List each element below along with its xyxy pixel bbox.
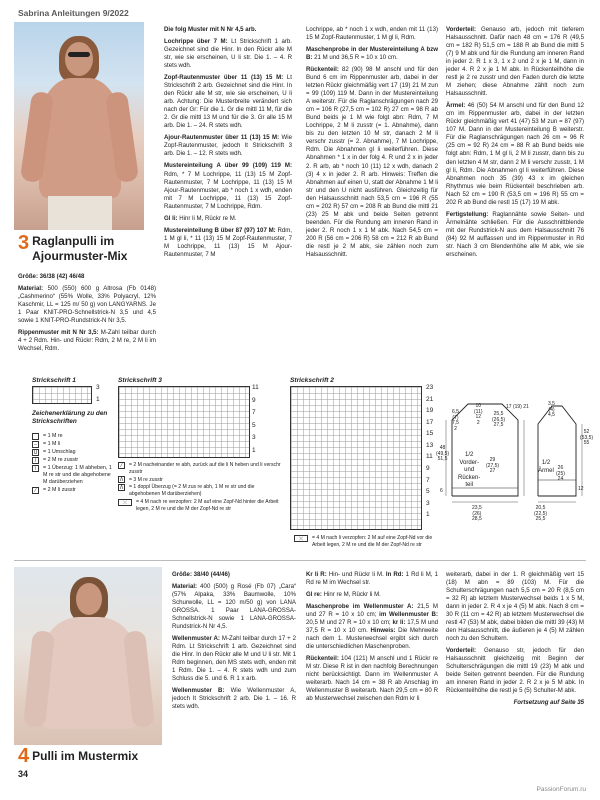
chart-2-row: 7 [426, 476, 430, 484]
schematic-side-length: 29 (27,5) 27 [486, 457, 500, 474]
pattern2-material: 400 (500) g Rosé (Fb 07) „Cara“ (57% Alpaka, 33% Baumwolle, 10% Schurwolle, LL = 120 m/50 g) von LANA GROSSA. 1 Paar LANA-GROSSA-Schnellstrick-N sowie 1 LANA-GROSSA-Rundstrick-N Nr 4,5. [172, 583, 296, 631]
chart-2-row: 1 [426, 511, 430, 519]
column-1 [18, 273, 156, 357]
schematic-body-label: 1/2 Vorder- und Rücken- teil [458, 452, 481, 488]
zopf-label: Zopf-Rautenmuster über 11 (13) 15 M: [164, 74, 284, 82]
section-divider [14, 560, 586, 561]
schematic-neck-width: 6,5 (7) 7,5 2 [452, 409, 459, 432]
ruecken-text: 82 (90) 98 M anschl und für den Bund 6 cm im Rippenmuster arb, dabei in der letzten Rückr gleichmäßig vert 17 (19) 21 M zun = 99 (109) 119 M. Dann in der Mustereinteilung A weiterstr. Für die Raglanschrägungen nach 29 cm = 106 R (27,5 cm = 102 R) 27 cm = 98 R ab Bund beids je 1 M wie folgt abn: Rdm, 7 M Lochrippe, 2 M li zusstr (= 1. Abnahme), dann bis zu den letzten 10 M str, danach 2 M li verschr zusstr (= 2. Abnahme), 7 M Lochrippe, Rdm. Die Abnahmen gl li weiterführen. Diese Abnahmen * 1 x in der folg 4. R und 2 x in jeder 2. R arb, ab * noch 10 (11) 12 x wdh, danach 2 (3) 4 x in jeder 2. R arb. Hinweis: Treffen die Abnahmen auf einen U, statt der Abnahme 1 M li str und den U nicht ausführen. Gleichzeitig für den Halsausschnitt nach 53,5 cm = 196 R (55 cm = 202 R) 57 cm = 208 R ab Bund die mittl 21 (23) 25 M abk und beide Seiten getrennt beenden. Für die Rundung am inneren Rand in jeder 2. R noch 1 x 1 M abk. Nach 54,5 cm = 200 R (56 cm = 206 R) 58 cm = 212 R ab Bund die restl je 2 M abk, sie zählen noch zum Halsausschnitt. [306, 66, 438, 258]
column-3 [306, 26, 438, 263]
ruecken-label: Rückenteil: [306, 66, 339, 74]
chart-2-row: 11 [426, 453, 433, 461]
chart-1-grid [32, 386, 92, 404]
legend-item: ⁄ = 2 M nacheinander re abh, zurück auf die li N heben und li verschr zusstr [118, 462, 286, 475]
glli-label: Gl li: [164, 214, 178, 222]
legend-col-3 [294, 535, 434, 549]
pattern2-column-1 [172, 571, 296, 716]
pattern2-ruecken-label: Rückenteil: [306, 655, 339, 663]
pattern1-title-block [18, 234, 158, 264]
legend-item: ⁄ = 2 M li zusstr [32, 487, 112, 494]
pattern1-number: 3 [18, 232, 30, 254]
k3tog-symbol-icon: Λ [119, 477, 124, 484]
legend-item: \ = 1 Überzug: 1 M abheben, 1 M re str und die abgehobene M darüberziehen [32, 465, 112, 486]
schematic-sleeve-top-width: 17 (19) 21 [506, 404, 529, 410]
schematic-body-width: 23,5 (26) 28,5 [472, 505, 482, 522]
pattern1-size: Größe: 36/38 (42) 46/48 [18, 273, 85, 280]
legend-item: / = 2 M re zusstr [32, 457, 112, 464]
chart-2-row: 9 [426, 465, 430, 473]
zopf-text: Lt Strickschrift 2 arb. Gezeichnet sind die Hinr. In den Rückr alle M str, wie sie erscheinen, U li arb. Achtung: Die Musterbreite verändert sich nach der Gr: Für die 1. Gr die mittl 11 M, für die 2. Gr die mittl 13 M und für die 3. Gr alle 15 M arb. Die 1. – 24. R stets wdh. [164, 74, 293, 130]
einteilung-b-text: Rdm, 1 M gl li, * 11 (13) 15 M Zopf-Rautenmuster, 7 M Lochrippe, 11 (13) 15 M Ajour-Rautenmuster, 7 M [164, 226, 292, 258]
ajour-label: Ajour-Rautenmuster über 11 (13) 15 M: [164, 134, 280, 142]
vorder-text: Genauso arb, jedoch mit tieferem Halsausschnitt. Dafür nach 48 cm = 176 R (49,5 cm = 182 R) 51,5 cm = 188 R ab Bund die mittl 5 (7) 9 M abk und für die Rundung am inneren Rand in jeder 2. R 1 x 3, 1 x 2 und 2 x je 1 M, dann in jeder 4. R 2 x je 1 M abk. In Rückenteilhöhe die restl je 2 re zusstr und den Faden durch die letzte M ziehen; diese Abnahme zählt noch zum Halsausschnitt. [446, 26, 584, 98]
double-decrease-symbol-icon: Λ [119, 485, 124, 492]
schematic-bund: 6 [440, 488, 443, 494]
legend-item: Λ = 1 doppl Überzug (= 2 M zus re abh, 1 M re str und die abgehobenen M darüberziehen) [119, 484, 255, 498]
schematic-sleeve-label: 1/2 Ärmel [538, 460, 554, 474]
kr-label: Kr li R: [306, 571, 327, 578]
chart-1-label: Strickschrift 1 [32, 377, 76, 384]
chart-2-row: 21 [426, 395, 434, 403]
chart-3-row: 5 [252, 421, 256, 429]
schematic-sleeve-bund: 12 [578, 486, 584, 492]
chart-3-grid [118, 386, 250, 458]
chart-3-row: 3 [252, 434, 256, 442]
aermel-label: Ärmel: [446, 102, 466, 110]
chart-2-row: 23 [426, 384, 434, 391]
pattern2-probe-b-label: im Wellenmuster B: [379, 611, 438, 619]
legend-title: Zeichenerklärung zu den Strickschriften [32, 410, 108, 426]
pattern2-ruecken-cont: weiterarb, dabei in der 1. R gleichmäßig vert 15 (18) M abn = 89 (103) M. Für die Schulterschrägungen nach 5,5 cm = 20 R (8,5 cm = 32 R) ab letztem Musterwechsel beids 1 x 5 M, dann in jeder 2. R 4 x je 4 (5) M abk. Nach 8 cm = 30 R (11 cm = 42 R) ab letztem Musterwechsel die restl 47 (53) M abk, dabei bilden die mittl 39 (43) M den Halsausschnitt, die äußeren je 4 (5) M zählen noch zu den Schultern. [446, 571, 584, 643]
pattern2-material-label: Material: [172, 583, 198, 591]
glre-text: Hinr re M, Rückr li M. [323, 591, 381, 599]
watermark: PassionForum.ru [536, 786, 586, 793]
pattern2-probe-label: Maschenprobe im Wellenmuster A: [306, 603, 414, 611]
wellen-b-text: Wie Wellenmuster A, jedoch lt Strickschrift 2 arb. Die 1. – 16. R stets wdh. [172, 687, 296, 711]
probe-label: Maschenprobe in der Mustereinteilung A bzw B: [306, 46, 438, 62]
k2tog-symbol-icon: / [32, 457, 39, 464]
model-photo-raglanpulli [14, 22, 144, 230]
pattern1-rippen-label: Rippenmuster mit N Nr 3,5: [18, 329, 99, 337]
pattern2-probe: 21,5 M und 27 R = 10 x 10 cm; [306, 603, 438, 619]
chart-2-label: Strickschrift 2 [290, 377, 334, 384]
column-4 [446, 26, 584, 263]
chart-3-row: 11 [252, 384, 259, 391]
yarn-over-symbol-icon: U [33, 450, 38, 456]
pattern1-rippen: M-Zahl teilbar durch 4 + 2 Rdm. Hin- und Rückr: Rdm, 2 M re, 2 M li im Wechsel, Rdm. [18, 329, 156, 353]
pattern2-vorder: Genauso str, jedoch für den Halsausschnitt gleichzeitig mit Beginn der Schulterschrägungen die mittl 19 (23) M abk und beide Seiten getrennt beenden. Für die Rundung am inneren Rand in jeder 2. R 2 x je 5 M abk. In Rückenteilhöhe die restl je 5 (5) Schulter-M abk. [446, 647, 584, 695]
wellen-a-label: Wellenmuster A: [172, 635, 220, 643]
legend-item: Λ = 3 M re zusstr [119, 476, 163, 484]
wellen-b-label: Wellenmuster B: [172, 687, 225, 695]
kr-text: Hin- und Rückr li M. [328, 571, 384, 578]
legend-item: = 1 M re [32, 433, 112, 440]
in-rd-label: In Rd: [385, 571, 404, 578]
schematic-sleeve-width: 20,5 (22,5) 25,5 [534, 505, 548, 522]
p2tog-symbol-icon: ⁄ [32, 487, 39, 494]
legend-item: U = 1 Umschlag [33, 449, 76, 456]
pattern2-size: Größe: 38/40 (44/46) [172, 571, 230, 578]
lochrippe-text: Lt Strickschrift 1 arb. Gezeichnet sind die Hinr. In den Rückr alle M str, wie sie erscheinen, U li str. Die 1. – 4. R stets wdh. [164, 38, 292, 70]
aermel-text: 46 (50) 54 M anschl und für den Bund 12 cm im Rippenmuster arb, dabei in der letzten Rückr gleichmäßig vert 41 (47) 53 M zun = 87 (97) 107 M. Dann in der Mustereinteilung B weiterstr. Für die Raglanschrägungen nach 26 cm = 96 R (25 cm = 92 R) 24 cm = 88 R ab Bund beids wie folgt abn: Rdm, 1 M gl li, 2 M li zusstr, dann bis zu den letzten 4 M str, dann 2 M li verschr zusstr, 1 M gl li, Rdm. Die Abnahmen gl li weiterführen. Diese Abnahmen noch 35 (39) 43 x im gleichen Rhythmus wie beim Rückenteil beschrieben arb. Nach 52 cm = 190 R (53,5 cm = 196 R) 55 cm = 202 R ab Bund die restl 15 (17) 19 M abk. [446, 102, 584, 206]
chart-2-row: 19 [426, 407, 434, 415]
einteilung-b-label: Mustereinteilung B über 87 (97) 107 M: [164, 226, 276, 234]
pattern1-material-label: Material: [18, 285, 44, 293]
schematic-sleeve-length: 52 (53,5) 55 [580, 429, 594, 446]
chart-1-row-3: 3 [96, 384, 100, 391]
model-photo-mustermix [14, 567, 162, 745]
vorder-label: Vorderteil: [446, 26, 477, 33]
chart-3-rows [252, 384, 259, 455]
schematic-sleeve-top: 3,5 (4) 4,5 [548, 401, 555, 418]
pattern2-column-2 [306, 571, 438, 707]
chart-2-row: 5 [426, 488, 430, 496]
ssk-symbol-icon: \ [32, 465, 39, 472]
chart-3-row: 7 [252, 409, 256, 417]
schematic-body-length: 48 (49,5) 51,5 [436, 445, 450, 462]
einteilung-a-label: Mustereinteilung A über 99 (109) 119 M: [164, 162, 292, 170]
pattern2-probe-b: 20,5 M und 27 R = 10 x 10 cm; [306, 619, 391, 627]
hinweis-label: Hinweis: [370, 627, 396, 635]
in-rd-text: 1 Rd li M, 1 Rd re M im Wechsel str. [306, 571, 438, 587]
continuation-note: Fortsetzung auf Seite 35 [513, 699, 584, 707]
chart-3-row: 1 [252, 446, 256, 454]
legend-item: ⤫ = 4 M nach re verzopfen: 2 M auf eine Zopf-Nd hinter die Arbeit legen, 2 M re und die M der Zopf-Nd re str [118, 499, 286, 512]
glli-text: Hinr li M, Rückr re M. [179, 214, 237, 222]
fertig-label: Fertigstellung: [446, 210, 489, 218]
legend-item: – = 1 M li [32, 441, 112, 448]
chart-2-grid [290, 386, 422, 530]
pattern1-material: 500 (550) 600 g Altrosa (Fb 0148) „Cashmerino“ (55% Wolle, 33% Polyacryl, 12% Kaschmir, LL = 125 m/ 50 g) von LANGYARNS. Je 1 Paar KNIT-PRO-Schnellstrick-N 3,5 und 4,5 sowie 1 KNIT-PRO-Rundstrick-N Nr 3,5. [18, 285, 156, 325]
wellen-a-text: M-Zahl teilbar durch 17 + 2 Rdm. Lt Strickschrift 1 arb. Gezeichnet sind die Hinr. In den Rückr alle M und U li str. Mit 1 Rdm beginnen, den MS stets wdh, enden mit 1 Rdm. Die 1. – 4. R stets wdh und zum Schluss die 5. und 6. R 1 x arb. [172, 635, 296, 683]
pattern1-title: Raglanpulli im Ajourmuster-Mix [32, 234, 128, 263]
page-number: 34 [18, 769, 29, 779]
knit-symbol-icon [32, 433, 39, 440]
schematic-sleeve-raglan: 26 (25) 24 [556, 465, 565, 482]
pattern2-vorder-label: Vorderteil: [446, 647, 477, 655]
schematic-neck-depth: 10 (11) 12 2 [474, 403, 483, 426]
chart-2-row: 15 [426, 430, 434, 438]
intro-text: Die folg Muster mit N Nr 4,5 arb. [164, 26, 257, 33]
chart-2-row: 13 [426, 441, 434, 449]
einteilung-b-cont: Lochrippe, ab * noch 1 x wdh, enden mit 11 (13) 15 M Zopf-Rautenmuster, 1 M gl li, Rdm. [306, 26, 438, 42]
fertig-text: Raglannähte sowie Seiten- und Ärmelnähte schließen. Für die Ausschnittblende mit der Rundstrick-N aus dem Halsausschnitt 76 (84) 92 M auffassen und im Rippenmuster in Rd str. Nach 3 cm Blendenhöhe alle M abk, wie sie erscheinen. [446, 210, 584, 258]
ajour-text: Wie Zopf-Rautenmuster, jedoch lt Strickschrift 3 arb. Die 1. – 12. R stets wdh. [164, 134, 292, 158]
pattern2-probe-c-label: kr li: [392, 619, 406, 627]
chart-1-row-1: 1 [96, 396, 100, 403]
ssp-symbol-icon: ⁄ [118, 462, 125, 469]
schematic-raglan-depth: 25,5 (26,5) 27,5 [492, 411, 506, 428]
legend-item: ⤬ = 4 M nach li verzopfen: 2 M auf eine Zopf-Nd vor die Arbeit legen, 2 M re und die M der Zopf-Nd re str [294, 535, 434, 548]
glre-label: Gl re: [306, 591, 322, 599]
pattern2-number: 4 [18, 745, 30, 767]
pattern2-probe-c: 17,5 M und 37,5 R = 10 x 10 cm. [306, 619, 439, 635]
chart-2-row: 17 [426, 418, 434, 426]
lochrippe-label: Lochrippe über 7 M: [164, 38, 228, 46]
legend-col-1 [32, 433, 112, 495]
chart-3-label: Strickschrift 3 [118, 377, 162, 384]
pattern2-title-block [18, 747, 168, 765]
column-2 [164, 26, 292, 263]
cable-right-symbol-icon: ⤫ [118, 499, 132, 506]
pattern2-title: Pulli im Mustermix [32, 749, 139, 763]
purl-symbol-icon: – [32, 441, 39, 448]
pattern2-column-3 [446, 571, 584, 712]
magazine-header: Sabrina Anleitungen 9/2022 [18, 8, 129, 18]
legend-col-2 [118, 462, 286, 513]
hinweis-text: Die Mehrweite nach dem 1. Musterwechsel ergibt sich durch die unterschiedlichen Maschenproben. [306, 627, 438, 651]
chart-2-row: 3 [426, 499, 430, 507]
pattern2-ruecken: 104 (121) M anschl und 1 Rückr re M str. Diese R ist in den nachfolg Berechnungen nicht berücksichtigt. Dann im Wellenmuster A weiterarb. Nach 14 cm = 38 R ab Anschlag im Wellenmuster B weiterarb. Nach 29,5 cm = 80 R ab Musterwechsel zwischen den Rdm kr li [306, 655, 438, 703]
cable-left-symbol-icon: ⤬ [294, 535, 308, 542]
chart-2-rows [426, 384, 433, 520]
einteilung-a-text: Rdm, * 7 M Lochrippe, 11 (13) 15 M Zopf-Rautenmuster, 7 M Lochrippe, 11 (13) 15 M Ajour-Rautenmuster, ab * noch 1 x wdh, enden mit 7 M Lochrippe, 11 (13) 15 Zopf-Rautenmuster, 7 M Lochrippe, Rdm. [164, 170, 292, 210]
probe-text: 21 M und 36,5 R = 10 x 10 cm. [314, 54, 398, 62]
chart-3-row: 9 [252, 396, 256, 404]
